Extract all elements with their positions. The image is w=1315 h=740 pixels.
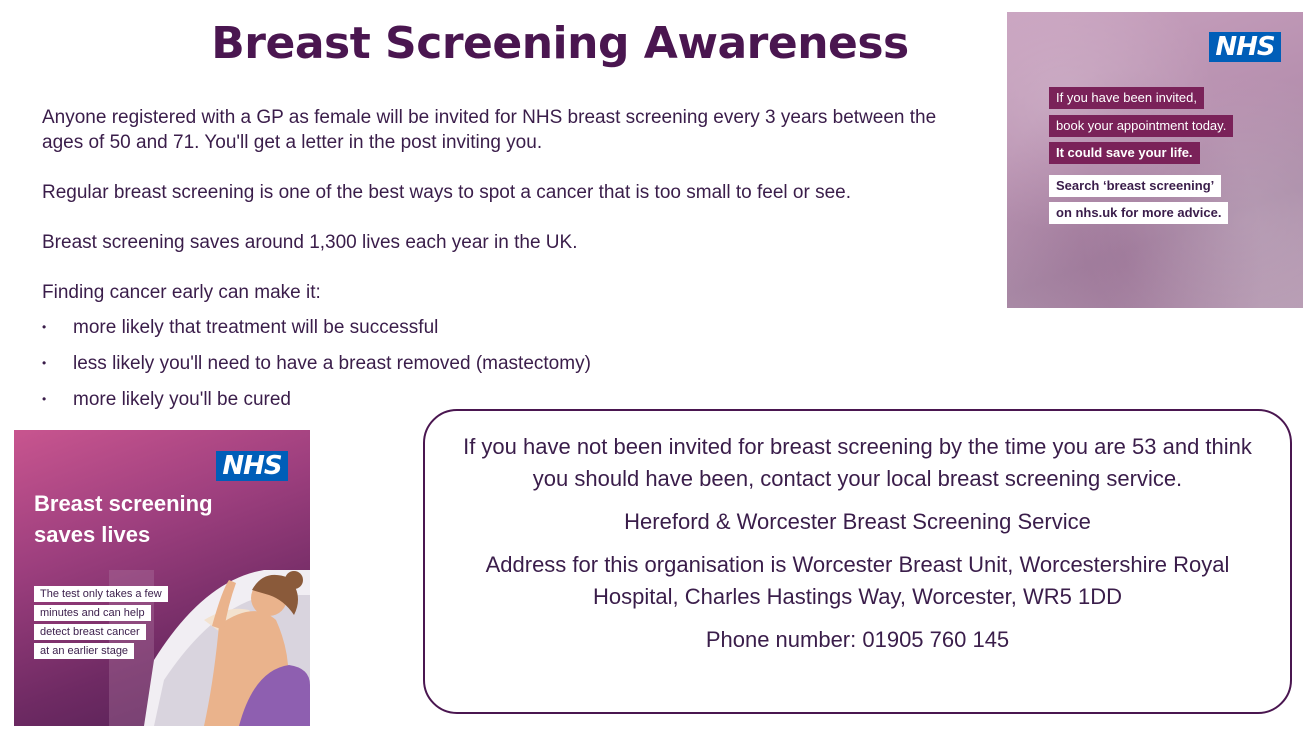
poster-headline — [34, 488, 234, 550]
intro-paragraph: Anyone registered with a GP as female will be invited for NHS breast screening every 3 years between the ages of 50 and 71. You'll get a letter in the post inviting you. — [42, 107, 937, 153]
poster-headline-line: Breast screening — [34, 491, 213, 516]
nhs-logo: NHS — [216, 451, 288, 481]
main-content — [42, 105, 942, 423]
service-name: Hereford & Worcester Breast Screening Service — [624, 509, 1091, 534]
nhs-invite-poster — [1007, 12, 1303, 308]
page-title: Breast Screening Awareness — [211, 18, 909, 69]
benefits-list — [42, 315, 942, 423]
contact-info-box — [423, 409, 1292, 714]
poster-tag: at an earlier stage — [34, 643, 134, 659]
early-detection-paragraph: Finding cancer early can make it: — [42, 282, 321, 303]
poster-tag: If you have been invited, — [1049, 87, 1204, 109]
poster-tag: on nhs.uk for more advice. — [1049, 202, 1228, 224]
lives-saved-paragraph: Breast screening saves around 1,300 lives each year in the UK. — [42, 232, 578, 253]
poster-tag: The test only takes a few — [34, 586, 168, 602]
list-item: • more likely you'll be cured — [42, 387, 942, 423]
screening-benefit-paragraph: Regular breast screening is one of the best ways to spot a cancer that is too small to feel or see. — [42, 182, 851, 203]
list-item: • more likely that treatment will be successful — [42, 315, 942, 351]
nhs-saves-lives-poster — [14, 430, 310, 726]
poster-tag: It could save your life. — [1049, 142, 1200, 164]
poster-tag: detect breast cancer — [34, 624, 146, 640]
invite-notice: If you have not been invited for breast screening by the time you are 53 and think you should have been, contact your local breast screening service. — [463, 434, 1252, 491]
poster-headline-line: saves lives — [34, 522, 151, 547]
poster-tag: book your appointment today. — [1049, 115, 1233, 137]
poster-tag: Search ‘breast screening’ — [1049, 175, 1221, 197]
service-address: Address for this organisation is Worcester Breast Unit, Worcestershire Royal Hospital, Charles Hastings Way, Worcester, WR5 1DD — [485, 552, 1230, 609]
nhs-logo: NHS — [1209, 32, 1281, 62]
service-phone: Phone number: 01905 760 145 — [705, 627, 1010, 652]
poster-tag: minutes and can help — [34, 605, 151, 621]
list-item: • less likely you'll need to have a breast removed (mastectomy) — [42, 351, 942, 387]
